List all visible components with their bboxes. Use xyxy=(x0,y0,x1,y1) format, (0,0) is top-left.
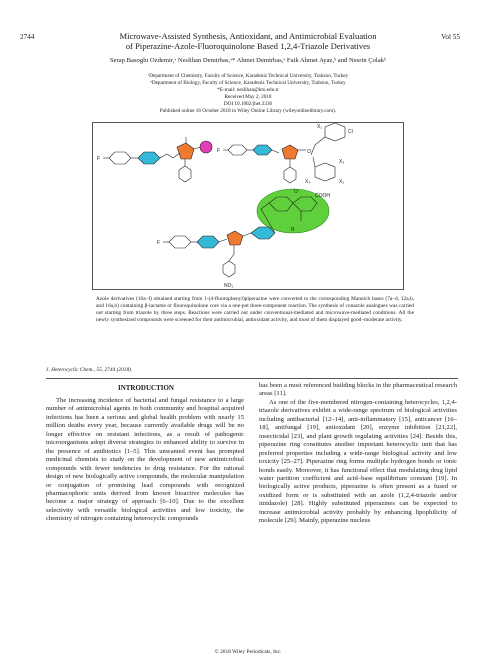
r-label: R xyxy=(291,227,295,233)
received-date: Received May 2, 2018 xyxy=(224,94,272,100)
piperazine-ring xyxy=(138,152,160,164)
section-heading: INTRODUCTION xyxy=(117,384,174,392)
x4-label: X₄ xyxy=(305,179,311,185)
doi: DOI 10.1002/jhet.3336 xyxy=(223,101,273,107)
page-number: 2744 xyxy=(20,33,35,41)
intro-right-column xyxy=(259,382,457,526)
triazole-ring xyxy=(282,145,298,159)
benzene-ring xyxy=(228,145,247,155)
affiliation-b: ᵇDepartment of Biology, Faculty of Science, Karadeniz Technical University, Trabzon, Turkey xyxy=(150,80,346,86)
x2-label: X₂ xyxy=(339,179,345,185)
intro-right-paragraph-2: As one of the five-membered nitrogen-containing heterocycles, 1,2,4-triazole derivatives exhibit a wide-range spectrum of biological activities including antibacterial [12–14], anti-inflammatory [15], anticancer [16–18], antifungal [19], antioxidant [20], enzyme inhibition [21,22], insecticidal [23], and plant growth regulating activities [24]. Beside this, piperazine ring constitutes another important heterocyclic unit that has preferred properties including a wide-range biological activity and low toxicity [25–27]. Piperazine ring forms multiple hydrogen bonds or ionic bonds easily. Moreover, it has functional effect that modulating drug lipid water partition coefficient and acid–base equilibrium constant [19]. In biologically active products, piperazine is often present as a fused or oxidized form or is substituted with an azole (1,2,4-triazole and/or imidazole) [28]. Highly substituted piperazines can be expected to increase antimicrobial activity probably by enhancing lipophilicity of molecule [29]. Mainly, piperazine nucleus xyxy=(259,398,457,525)
fluoroquinolone-fragment xyxy=(257,189,330,233)
fluoro-label-1: F xyxy=(97,156,101,162)
cooh-label: COOH xyxy=(315,193,330,199)
copyright-footer: © 2018 Wiley Periodicals, Inc. xyxy=(214,649,282,655)
affiliation-a: ᵃDepartment of Chemistry, Faculty of Science, Karadeniz Technical University, Trabzon, Turkey xyxy=(147,73,349,79)
fluoro-label-2: F xyxy=(217,148,221,154)
substituent-circle xyxy=(200,141,212,153)
benzene-ring xyxy=(109,152,131,164)
piperazine-ring xyxy=(253,145,272,155)
substituted-phenyl-ring xyxy=(315,163,335,181)
oxygen-label: O xyxy=(307,149,311,155)
nitrophenyl-ring xyxy=(223,261,235,277)
phenyl-ring xyxy=(284,167,296,183)
section-divider xyxy=(46,378,458,379)
volume-label: Vol 55 xyxy=(441,33,460,41)
corresponding-email: *E-mail: neslihan@ktu.edu.tr xyxy=(217,87,279,93)
intro-left-column: The increasing incidence of bacterial and fungal resistance to a large number of antimicrobial agents in both community and hospital acquired infections has been a serious and global health problem with nearly 15 million deaths every year, because currently available drugs will be no longer effective on resistant infections, as a result of pathogenic microorganisms adopt diverse strategies to enhanced ability to survive in the presence of antibiotics [1–5]. This unwanted event has prompted medicinal chemists to study on the development of new antimicrobial compounds with fewer tendencies to drug resistance. For the rational design of new biologically active compounds, the molecular manipulation or conjugation of promising lead compounds with recognized pharmacophoric units derived from known bioactive molecules has become a major strategy of approach [6–10]. Due to the excellent selectivity with versatile biological activities and low toxicity, the chemistry of nitrogen containing heterocyclic compounds xyxy=(46,397,244,523)
compound-bottom xyxy=(157,209,275,289)
chemical-scheme xyxy=(93,123,405,291)
title-line-1: Microwave-Assisted Synthesis, Antioxidant, and Antimicrobial Evaluation xyxy=(119,31,377,41)
compound-top-middle xyxy=(217,145,306,183)
journal-citation: J. Heterocyclic Chem., 55, 2744 (2018). xyxy=(46,367,133,373)
triazole-ring xyxy=(177,143,194,159)
x3-label: X₃ xyxy=(339,159,345,165)
chlorophenyl-ring xyxy=(325,123,345,141)
triazole-ring xyxy=(227,231,243,245)
intro-right-paragraph-1: has been a most referenced building blocks in the pharmaceutical research areas [11]. xyxy=(259,382,457,398)
piperazine-ring xyxy=(197,236,219,248)
phenyl-ring xyxy=(179,166,191,182)
graphical-abstract-figure xyxy=(92,122,404,290)
fluoro-label-3: F xyxy=(157,240,161,246)
diaryl-ether-fragment xyxy=(305,123,353,185)
author-list: Serap Basoglu Ozdemir,ᵃ Neslihan Demirbas,ᵃ* Ahmet Demirbas,ᵃ Faik Ahmet Ayaz,ᵇ and Nesrin Çolakᵇ xyxy=(110,57,386,64)
x1-label: X₁ xyxy=(317,124,323,130)
published-online: Published online 16 October 2018 in Wiley Online Library (wileyonlinelibrary.com). xyxy=(159,108,337,114)
quinolone-oxygen-label: O xyxy=(294,189,298,195)
chloro-label: Cl xyxy=(348,129,353,135)
compound-top-left xyxy=(97,137,212,182)
benzene-ring xyxy=(169,236,191,248)
article-title xyxy=(80,31,416,51)
title-line-2: of Piperazine-Azole-Fluoroquinolone Based 1,2,4-Triazole Derivatives xyxy=(125,41,371,51)
abstract-text: Azole derivatives (10a–f) obtained starting from 1-(4-fluorophenyl)piperazine were converted to the corresponding Mannich bases (7a–d, 12a,b, and 16a,b) containing β-lactame or flouroquinolone core via a one-pot three-component reaction. The synthesis of conazole analogues was carried out starting from triazole by three steps. Reactions were carried out under conventional-mediated and microwave-mediated conditions. All the newly synthesized compounds were screened for their antimicrobial, antioxidant activity, and most of them displayed good–moderate activity. xyxy=(96,296,414,324)
nitro-label: NO₂ xyxy=(224,283,234,289)
